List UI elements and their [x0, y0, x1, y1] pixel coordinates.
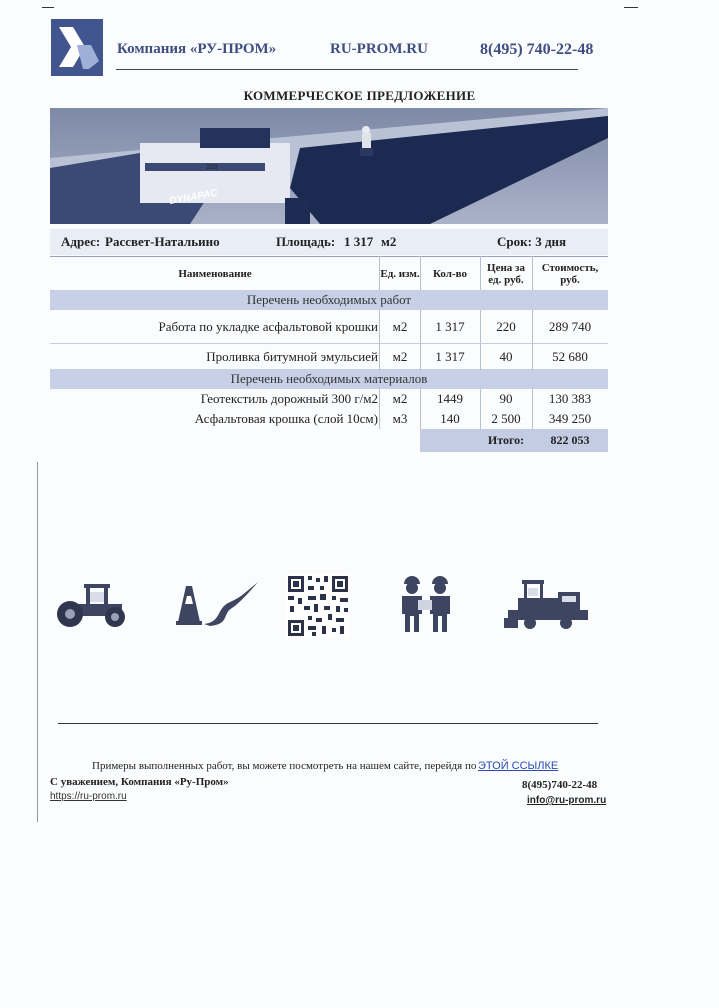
examples-link[interactable]: ЭТОЙ ССЫЛКЕ: [478, 760, 559, 772]
section-works-band: Перечень необходимых работ: [50, 290, 608, 310]
work-row-price: 40: [499, 348, 513, 364]
asphalt-paver-icon: [504, 578, 592, 635]
email-link[interactable]: info@ru-prom.ru: [527, 795, 607, 806]
company-site[interactable]: RU-PROM.RU: [330, 41, 428, 57]
material-row-price: 90: [499, 390, 513, 406]
material-row-unit: м2: [392, 390, 408, 406]
work-row-qty: 1 317: [435, 318, 465, 334]
address-label: Адрес:: [61, 234, 101, 249]
document-title: КОММЕРЧЕСКОЕ ПРЕДЛОЖЕНИЕ: [243, 88, 476, 103]
work-row-name: Работа по укладке асфальтовой крошки: [158, 318, 378, 334]
company-logo: [51, 19, 103, 76]
total-label: Итого:: [487, 432, 525, 447]
col-price-header: Цена за ед. руб.: [487, 261, 525, 286]
material-row-name: Асфальтовая крошка (слой 10см): [194, 410, 378, 426]
term-value: Срок: 3 дня: [497, 234, 567, 249]
site-url-link[interactable]: https://ru-prom.ru: [50, 791, 127, 802]
work-row-qty: 1 317: [435, 348, 465, 364]
road-cone-icon: [176, 578, 260, 633]
material-row-name: Геотекстиль дорожный 300 г/м2: [200, 390, 378, 406]
area-label: Площадь:: [276, 234, 336, 249]
material-row-cost: 130 383: [548, 390, 592, 406]
company-name: Компания «РУ-ПРОМ»: [117, 41, 277, 57]
work-row-name: Проливка битумной эмульсией: [206, 348, 378, 364]
material-row-qty: 1449: [437, 390, 463, 406]
footer-divider: [58, 723, 598, 724]
total-value: 822 053: [550, 432, 590, 447]
footer-phone[interactable]: 8(495)740-22-48: [522, 779, 598, 791]
machine-number: 103: [206, 164, 218, 171]
work-row-unit: м2: [392, 318, 408, 334]
material-row-price: 2 500: [491, 410, 521, 426]
area-unit: м2: [381, 234, 397, 249]
qr-code-icon[interactable]: [286, 574, 350, 643]
workers-icon: [398, 574, 454, 639]
col-qty-header: Кол-во: [433, 267, 467, 280]
section-materials-band: Перечень необходимых материалов: [50, 369, 608, 389]
paving-photo: [50, 108, 608, 224]
work-row-cost: 52 680: [552, 348, 588, 364]
work-row-price: 220: [496, 318, 516, 334]
header-divider: [116, 69, 578, 70]
regards-text: С уважением, Компания «Ру-Пром»: [50, 776, 229, 788]
scan-mark: [624, 7, 638, 8]
area-value: 1 317: [344, 234, 374, 249]
estimate-table: [50, 256, 608, 452]
material-row-unit: м3: [392, 410, 408, 426]
work-row-unit: м2: [392, 348, 408, 364]
col-name-header: Наименование: [178, 267, 252, 280]
material-row-qty: 140: [440, 410, 460, 426]
machine-brand: DYNAPAC: [168, 187, 219, 207]
material-row-cost: 349 250: [548, 410, 592, 426]
footer-note: Примеры выполненных работ, вы можете посмотреть на нашем сайте, перейдя по: [92, 760, 477, 772]
work-row-cost: 289 740: [548, 318, 592, 334]
address-value: Рассвет-Натальино: [105, 234, 220, 249]
scan-mark: [42, 7, 54, 8]
chevron-logo-icon: [51, 19, 103, 76]
scan-edge: [37, 462, 38, 822]
road-roller-icon: [54, 582, 130, 633]
col-unit-header: Ед. изм.: [380, 267, 420, 280]
col-cost-header: Стоимость, руб.: [541, 261, 599, 286]
company-phone[interactable]: 8(495) 740-22-48: [480, 41, 594, 58]
